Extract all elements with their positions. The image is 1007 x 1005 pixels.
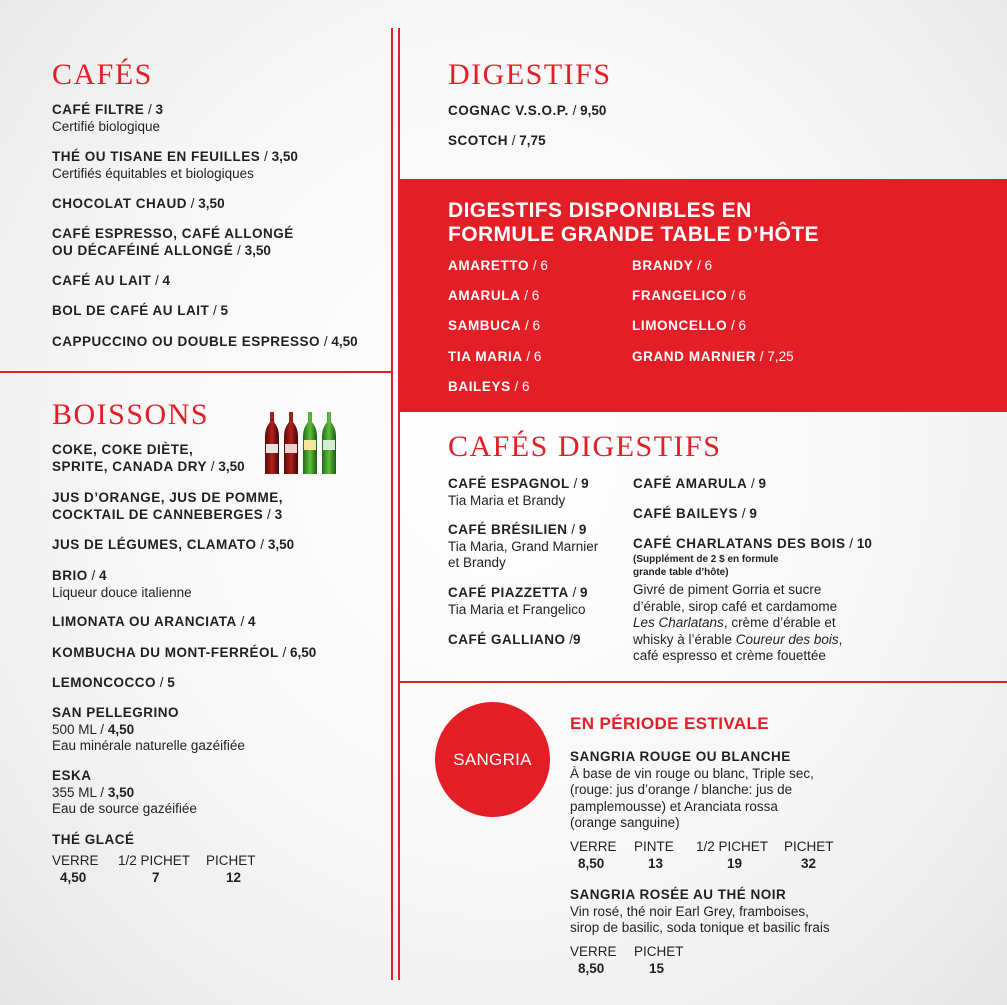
menu-item: LIMONATA OU ARANCIATA / 4: [52, 614, 256, 629]
divider-right-horizontal: [399, 681, 1007, 683]
menu-item: LEMONCOCCO / 5: [52, 675, 175, 690]
menu-item: CAFÉ AMARULA / 9: [633, 476, 767, 491]
soda-bottles-icon: [262, 410, 342, 476]
divider-vertical-left: [391, 28, 393, 980]
supplement-note: (Supplément de 2 $ en formule grande table d’hôte): [633, 554, 779, 578]
menu-item: CAFÉ ESPAGNOL / 9 Tia Maria et Brandy: [448, 476, 589, 508]
list-item: LIMONCELLO / 6: [632, 318, 747, 333]
menu-item: CAFÉ PIAZZETTA / 9 Tia Maria et Frangelico: [448, 585, 588, 617]
menu-item: CAFÉ ESPRESSO, CAFÉ ALLONGÉ OU DÉCAFÉINÉ ALLONGÉ / 3,50: [52, 226, 294, 258]
menu-item: CAFÉ GALLIANO /9: [448, 632, 581, 647]
price-table: VERRE PINTE 1/2 PICHET PICHET 8,50 13 19 32: [570, 839, 834, 871]
list-item: FRANGELICO / 6: [632, 288, 747, 303]
menu-item: SANGRIA ROSÉE AU THÉ NOIR Vin rosé, thé noir Earl Grey, framboises, sirop de basilic, soda tonique et basilic frais: [570, 887, 830, 935]
price-table: VERRE PICHET 8,50 15: [570, 944, 684, 976]
price-table: VERRE 1/2 PICHET PICHET 4,50 7 12: [52, 853, 256, 885]
menu-item: COGNAC V.S.O.P. / 9,50: [448, 103, 607, 118]
cafes-heading: CAFÉS: [52, 58, 153, 91]
list-item: GRAND MARNIER / 7,25: [632, 349, 794, 364]
summer-subtitle: EN PÉRIODE ESTIVALE: [570, 714, 770, 733]
menu-item: COKE, COKE DIÈTE, SPRITE, CANADA DRY / 3,50: [52, 442, 245, 474]
menu-item: BRIO / 4 Liqueur douce italienne: [52, 568, 192, 600]
menu-item: CAFÉ AU LAIT / 4: [52, 273, 171, 288]
cafes-digestifs-heading: CAFÉS DIGESTIFS: [448, 430, 722, 463]
boissons-heading: BOISSONS: [52, 398, 210, 431]
menu-item: BOL DE CAFÉ AU LAIT / 5: [52, 303, 229, 318]
list-item: BRANDY / 6: [632, 258, 713, 273]
digestifs-table-hote-box: [399, 179, 1007, 412]
menu-item: CAPPUCCINO OU DOUBLE ESPRESSO / 4,50: [52, 334, 358, 349]
divider-left-horizontal: [0, 371, 392, 373]
menu-item: CHOCOLAT CHAUD / 3,50: [52, 196, 225, 211]
list-item: BAILEYS / 6: [448, 379, 530, 394]
item-description: Givré de piment Gorria et sucre d’érable, sirop café et cardamome Les Charlatans, crème d’érable et whisky à l’érable Coureur des bois, café espresso et crème fouettée: [633, 582, 843, 663]
menu-item: SANGRIA ROUGE OU BLANCHE À base de vin rouge ou blanc, Triple sec, (rouge: jus d’orange / blanche: jus de pamplemousse) et Aranciata rossa (orange sanguine): [570, 749, 814, 830]
list-item: SAMBUCA / 6: [448, 318, 540, 333]
menu-item: KOMBUCHA DU MONT-FERRÉOL / 6,50: [52, 645, 317, 660]
menu-item: ESKA 355 ML / 3,50 Eau de source gazéifiée: [52, 768, 197, 816]
menu-item: SAN PELLEGRINO 500 ML / 4,50 Eau minérale naturelle gazéifiée: [52, 705, 245, 753]
list-item: AMARETTO / 6: [448, 258, 548, 273]
menu-item: CAFÉ BRÉSILIEN / 9 Tia Maria, Grand Marnier et Brandy: [448, 522, 599, 570]
box-title: DIGESTIFS DISPONIBLES EN FORMULE GRANDE TABLE D’HÔTE: [448, 199, 819, 246]
menu-item: JUS D’ORANGE, JUS DE POMME, COCKTAIL DE CANNEBERGES / 3: [52, 490, 284, 522]
digestifs-heading: DIGESTIFS: [448, 58, 612, 91]
menu-item: THÉ GLACÉ: [52, 832, 135, 847]
sangria-badge: SANGRIA: [435, 702, 550, 817]
divider-vertical-right: [398, 28, 400, 980]
menu-item: CAFÉ CHARLATANS DES BOIS / 10: [633, 536, 872, 551]
menu-item: CAFÉ FILTRE / 3 Certifié biologique: [52, 102, 164, 134]
menu-item: JUS DE LÉGUMES, CLAMATO / 3,50: [52, 537, 295, 552]
menu-item: THÉ OU TISANE EN FEUILLES / 3,50 Certifiés équitables et biologiques: [52, 149, 298, 181]
menu-item: SCOTCH / 7,75: [448, 133, 546, 148]
menu-item: CAFÉ BAILEYS / 9: [633, 506, 757, 521]
list-item: TIA MARIA / 6: [448, 349, 542, 364]
list-item: AMARULA / 6: [448, 288, 540, 303]
